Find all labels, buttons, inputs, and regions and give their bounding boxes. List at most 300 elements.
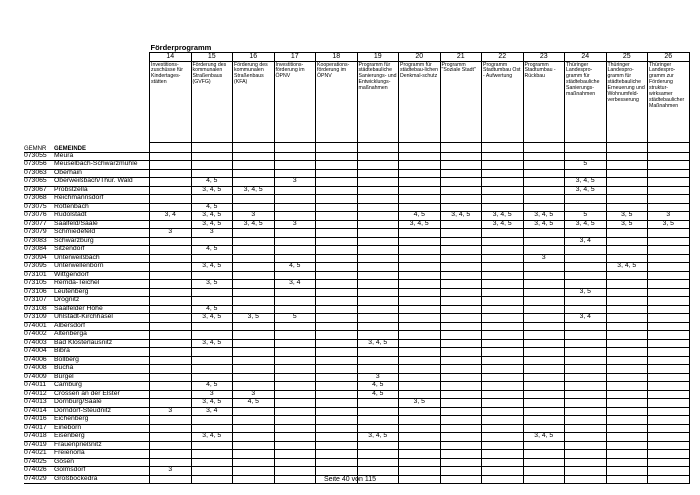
value-cell <box>606 254 648 263</box>
value-cell <box>150 195 192 204</box>
value-cell <box>565 382 607 391</box>
value-cell: 3 <box>233 390 275 399</box>
value-cell <box>274 195 316 204</box>
value-cell <box>150 246 192 255</box>
gemeinde-cell: Oberweißbach/Thür. Wald <box>54 178 150 187</box>
value-cell <box>440 441 482 450</box>
value-cell <box>523 458 565 467</box>
gemeinde-cell: Wittgendorf <box>54 271 150 280</box>
value-cell <box>523 271 565 280</box>
value-cell <box>399 433 441 442</box>
value-cell <box>150 305 192 314</box>
column-header-row <box>24 142 689 152</box>
value-cell <box>606 467 648 476</box>
value-cell <box>606 441 648 450</box>
value-cell <box>150 416 192 425</box>
program-description: Förderung des kommunalen Straßenbaus (KFA) <box>233 61 275 142</box>
header-title-row <box>24 44 689 52</box>
value-cell <box>233 297 275 306</box>
value-cell: 3, 4, 5 <box>233 186 275 195</box>
table-title: Förderprogramm <box>150 44 275 52</box>
table-row <box>24 212 689 221</box>
value-cell <box>648 399 690 408</box>
table-row <box>24 280 689 289</box>
value-cell <box>565 416 607 425</box>
value-cell <box>648 365 690 374</box>
value-cell: 3, 5 <box>233 314 275 323</box>
value-cell <box>440 271 482 280</box>
blank-cell <box>482 142 524 152</box>
value-cell <box>316 441 358 450</box>
gemnr-cell: 074008 <box>24 365 54 374</box>
gemnr-cell: 073068 <box>24 195 54 204</box>
value-cell: 3, 5 <box>399 399 441 408</box>
value-cell <box>233 271 275 280</box>
value-cell <box>274 365 316 374</box>
table-row <box>24 441 689 450</box>
value-cell <box>523 450 565 459</box>
value-cell: 3, 4, 5 <box>191 339 233 348</box>
gemeinde-cell: Bad Klosterlausnitz <box>54 339 150 348</box>
value-cell <box>316 365 358 374</box>
blank-cell <box>54 61 150 142</box>
value-cell <box>440 195 482 204</box>
gemeinde-cell: Unterwellenborn <box>54 263 150 272</box>
value-cell <box>606 280 648 289</box>
value-cell <box>440 186 482 195</box>
value-cell <box>440 356 482 365</box>
value-cell <box>440 288 482 297</box>
value-cell <box>233 348 275 357</box>
value-cell <box>316 161 358 170</box>
value-cell <box>316 339 358 348</box>
value-cell <box>316 152 358 161</box>
value-cell <box>150 373 192 382</box>
value-cell <box>482 356 524 365</box>
value-cell <box>316 195 358 204</box>
value-cell <box>357 348 399 357</box>
value-cell <box>357 288 399 297</box>
value-cell <box>191 297 233 306</box>
gemnr-cell: 073109 <box>24 314 54 323</box>
value-cell <box>482 246 524 255</box>
blank-cell <box>150 142 192 152</box>
value-cell <box>440 254 482 263</box>
value-cell <box>648 186 690 195</box>
value-cell: 5 <box>565 161 607 170</box>
value-cell <box>606 399 648 408</box>
value-cell <box>606 161 648 170</box>
value-cell <box>399 161 441 170</box>
value-cell <box>274 356 316 365</box>
value-cell <box>606 416 648 425</box>
value-cell <box>523 339 565 348</box>
gemeinde-cell: Uhlstädt-Kirchhasel <box>54 314 150 323</box>
gemnr-cell: 073063 <box>24 169 54 178</box>
value-cell <box>233 203 275 212</box>
value-cell <box>523 288 565 297</box>
value-cell <box>523 263 565 272</box>
value-cell: 3, 4, 5 <box>565 178 607 187</box>
value-cell <box>565 322 607 331</box>
value-cell <box>399 322 441 331</box>
value-cell <box>565 331 607 340</box>
value-cell: 3, 4, 5 <box>191 433 233 442</box>
value-cell <box>523 161 565 170</box>
value-cell <box>648 297 690 306</box>
gemeinde-cell: Sitzendorf <box>54 246 150 255</box>
value-cell <box>565 407 607 416</box>
value-cell <box>150 161 192 170</box>
value-cell <box>233 356 275 365</box>
program-description: Thüringer Landespro-gramm für städtebauliche Sanierungs-maßnahmen <box>565 61 607 142</box>
value-cell: 4, 5 <box>357 390 399 399</box>
value-cell <box>274 416 316 425</box>
table-row <box>24 356 689 365</box>
value-cell <box>274 390 316 399</box>
value-cell <box>482 450 524 459</box>
value-cell <box>606 450 648 459</box>
value-cell: 4, 5 <box>191 203 233 212</box>
gemeinde-cell: Crossen an der Elster <box>54 390 150 399</box>
value-cell <box>274 237 316 246</box>
table-row <box>24 186 689 195</box>
value-cell <box>150 382 192 391</box>
value-cell: 3, 5 <box>565 288 607 297</box>
program-description: Investitions-zuschüsse für Kindertages-stätten <box>150 61 192 142</box>
gemnr-cell: 073079 <box>24 229 54 238</box>
value-cell <box>606 314 648 323</box>
value-cell <box>565 365 607 374</box>
table-row <box>24 246 689 255</box>
value-cell: 3 <box>150 229 192 238</box>
gemnr-cell: 074013 <box>24 399 54 408</box>
value-cell <box>482 382 524 391</box>
value-cell <box>482 186 524 195</box>
value-cell <box>523 237 565 246</box>
value-cell <box>648 407 690 416</box>
value-cell <box>274 203 316 212</box>
value-cell <box>648 433 690 442</box>
value-cell <box>482 390 524 399</box>
value-cell <box>565 271 607 280</box>
program-description: Programm für städtebauliche Sanierungs- und Entwicklungs-maßnahmen <box>357 61 399 142</box>
value-cell <box>316 322 358 331</box>
value-cell <box>150 314 192 323</box>
page-footer: Seite 40 von 115 <box>323 476 377 483</box>
value-cell: 3, 4, 5 <box>606 263 648 272</box>
blank-cell <box>399 142 441 152</box>
value-cell <box>357 169 399 178</box>
value-cell: 3, 4, 5 <box>191 399 233 408</box>
gemeinde-cell: Rudolstadt <box>54 212 150 221</box>
value-cell <box>150 237 192 246</box>
value-cell <box>150 331 192 340</box>
value-cell <box>565 280 607 289</box>
table-row <box>24 203 689 212</box>
value-cell <box>565 424 607 433</box>
value-cell <box>523 365 565 374</box>
gemeinde-cell: Saalfeld/Saale <box>54 220 150 229</box>
value-cell <box>523 186 565 195</box>
value-cell: 3, 4, 5 <box>523 433 565 442</box>
value-cell <box>606 331 648 340</box>
value-cell: 4, 5 <box>191 305 233 314</box>
value-cell <box>191 237 233 246</box>
gemeinde-cell: Camburg <box>54 382 150 391</box>
value-cell <box>357 331 399 340</box>
gemeinde-cell: Schwarzburg <box>54 237 150 246</box>
value-cell: 3, 4, 5 <box>191 212 233 221</box>
value-cell <box>316 203 358 212</box>
value-cell <box>357 254 399 263</box>
value-cell <box>274 288 316 297</box>
value-cell <box>399 467 441 476</box>
gemeinde-cell: Bürgel <box>54 373 150 382</box>
value-cell <box>523 416 565 425</box>
value-cell <box>316 178 358 187</box>
program-description: Programm Stadtumbau - Rückbau <box>523 61 565 142</box>
value-cell <box>274 161 316 170</box>
value-cell <box>399 169 441 178</box>
value-cell <box>150 152 192 161</box>
value-cell <box>565 254 607 263</box>
value-cell <box>606 365 648 374</box>
value-cell <box>274 339 316 348</box>
value-cell <box>606 152 648 161</box>
table-row <box>24 458 689 467</box>
value-cell <box>482 195 524 204</box>
value-cell <box>648 271 690 280</box>
value-cell <box>648 203 690 212</box>
value-cell <box>482 348 524 357</box>
value-cell <box>316 297 358 306</box>
value-cell <box>482 407 524 416</box>
value-cell <box>191 331 233 340</box>
table-row <box>24 237 689 246</box>
value-cell <box>274 229 316 238</box>
value-cell <box>648 450 690 459</box>
gemeinde-cell: Altenberga <box>54 331 150 340</box>
table-row <box>24 263 689 272</box>
value-cell <box>191 458 233 467</box>
value-cell <box>565 203 607 212</box>
value-cell <box>316 305 358 314</box>
table-row <box>24 424 689 433</box>
value-cell <box>399 450 441 459</box>
value-cell <box>440 220 482 229</box>
gemeinde-cell: Dorndorf-Steudnitz <box>54 407 150 416</box>
value-cell <box>357 297 399 306</box>
value-cell <box>565 373 607 382</box>
value-cell <box>191 348 233 357</box>
gemeinde-cell: Unterweißbach <box>54 254 150 263</box>
value-cell <box>357 237 399 246</box>
value-cell <box>316 416 358 425</box>
program-number: 18 <box>316 52 358 61</box>
blank-cell <box>357 142 399 152</box>
value-cell <box>482 458 524 467</box>
program-number: 15 <box>191 52 233 61</box>
value-cell: 3, 4, 5 <box>191 220 233 229</box>
value-cell <box>274 424 316 433</box>
blank-cell <box>606 142 648 152</box>
value-cell <box>274 407 316 416</box>
value-cell <box>357 271 399 280</box>
gemnr-cell: 073055 <box>24 152 54 161</box>
program-number: 23 <box>523 52 565 61</box>
value-cell <box>399 186 441 195</box>
gemeinde-cell: Probstzella <box>54 186 150 195</box>
value-cell <box>191 441 233 450</box>
value-cell <box>523 467 565 476</box>
value-cell <box>399 365 441 374</box>
value-cell: 3 <box>191 229 233 238</box>
gemnr-cell: 074012 <box>24 390 54 399</box>
value-cell <box>150 424 192 433</box>
table-row <box>24 152 689 161</box>
value-cell <box>648 178 690 187</box>
table-row <box>24 331 689 340</box>
value-cell <box>648 161 690 170</box>
value-cell <box>357 424 399 433</box>
value-cell <box>357 263 399 272</box>
value-cell <box>440 339 482 348</box>
value-cell <box>399 424 441 433</box>
blank-cell <box>565 142 607 152</box>
value-cell <box>233 169 275 178</box>
value-cell: 3, 4 <box>565 314 607 323</box>
value-cell <box>150 271 192 280</box>
value-cell <box>399 382 441 391</box>
gemeinde-cell: Gösen <box>54 458 150 467</box>
value-cell <box>606 271 648 280</box>
value-cell <box>606 348 648 357</box>
value-cell <box>150 322 192 331</box>
header-description-row <box>24 61 689 142</box>
value-cell <box>440 280 482 289</box>
value-cell <box>357 458 399 467</box>
value-cell <box>482 152 524 161</box>
value-cell: 3, 4, 5 <box>191 186 233 195</box>
gemnr-cell: 074009 <box>24 373 54 382</box>
value-cell <box>233 195 275 204</box>
value-cell <box>565 450 607 459</box>
value-cell <box>482 433 524 442</box>
value-cell <box>150 178 192 187</box>
table-row <box>24 297 689 306</box>
value-cell <box>399 280 441 289</box>
value-cell: 3, 4 <box>565 237 607 246</box>
value-cell <box>648 339 690 348</box>
value-cell <box>233 331 275 340</box>
value-cell <box>606 390 648 399</box>
value-cell: 3 <box>357 373 399 382</box>
gemeinde-cell: Albersdorf <box>54 322 150 331</box>
value-cell <box>150 433 192 442</box>
value-cell <box>191 416 233 425</box>
value-cell <box>482 280 524 289</box>
table-row <box>24 339 689 348</box>
blank-cell <box>440 142 482 152</box>
value-cell <box>274 186 316 195</box>
value-cell <box>274 433 316 442</box>
value-cell <box>565 297 607 306</box>
value-cell <box>482 331 524 340</box>
value-cell <box>399 263 441 272</box>
value-cell <box>648 348 690 357</box>
gemnr-cell: 073108 <box>24 305 54 314</box>
gemnr-cell: 073083 <box>24 237 54 246</box>
value-cell <box>440 169 482 178</box>
value-cell <box>523 297 565 306</box>
gemnr-cell: 073077 <box>24 220 54 229</box>
value-cell <box>523 382 565 391</box>
gemeinde-cell: Reichmannsdorf <box>54 195 150 204</box>
blank-cell <box>648 142 690 152</box>
gemnr-cell: 073101 <box>24 271 54 280</box>
value-cell <box>233 467 275 476</box>
value-cell <box>606 178 648 187</box>
program-number: 16 <box>233 52 275 61</box>
value-cell <box>233 382 275 391</box>
value-cell <box>357 161 399 170</box>
gemnr-cell: 073095 <box>24 263 54 272</box>
value-cell <box>357 467 399 476</box>
gemnr-cell: 073067 <box>24 186 54 195</box>
table-row <box>24 433 689 442</box>
value-cell <box>357 212 399 221</box>
table-row <box>24 373 689 382</box>
value-cell <box>606 246 648 255</box>
value-cell: 3, 4, 5 <box>482 212 524 221</box>
value-cell <box>606 458 648 467</box>
gemeinde-cell: Meuselbach-Schwarzmühle <box>54 161 150 170</box>
value-cell <box>357 186 399 195</box>
gemnr-cell: 073094 <box>24 254 54 263</box>
gemnr-cell: 074006 <box>24 356 54 365</box>
value-cell <box>440 237 482 246</box>
value-cell <box>523 314 565 323</box>
value-cell: 4, 5 <box>399 212 441 221</box>
value-cell <box>233 416 275 425</box>
value-cell <box>523 169 565 178</box>
value-cell <box>274 212 316 221</box>
value-cell <box>565 467 607 476</box>
value-cell: 3, 5 <box>606 212 648 221</box>
value-cell <box>191 322 233 331</box>
value-cell: 3, 4, 5 <box>357 433 399 442</box>
value-cell <box>357 407 399 416</box>
gemnr-cell: 073065 <box>24 178 54 187</box>
value-cell <box>565 356 607 365</box>
gemnr-header: GEMNR <box>24 142 54 152</box>
value-cell <box>565 305 607 314</box>
value-cell <box>191 450 233 459</box>
value-cell <box>399 314 441 323</box>
value-cell <box>399 407 441 416</box>
value-cell <box>274 305 316 314</box>
value-cell <box>440 297 482 306</box>
value-cell <box>440 203 482 212</box>
value-cell <box>565 433 607 442</box>
value-cell <box>316 271 358 280</box>
value-cell: 3, 4, 5 <box>191 263 233 272</box>
blank-cell <box>316 142 358 152</box>
funding-table <box>24 44 690 484</box>
value-cell <box>482 424 524 433</box>
value-cell <box>648 382 690 391</box>
